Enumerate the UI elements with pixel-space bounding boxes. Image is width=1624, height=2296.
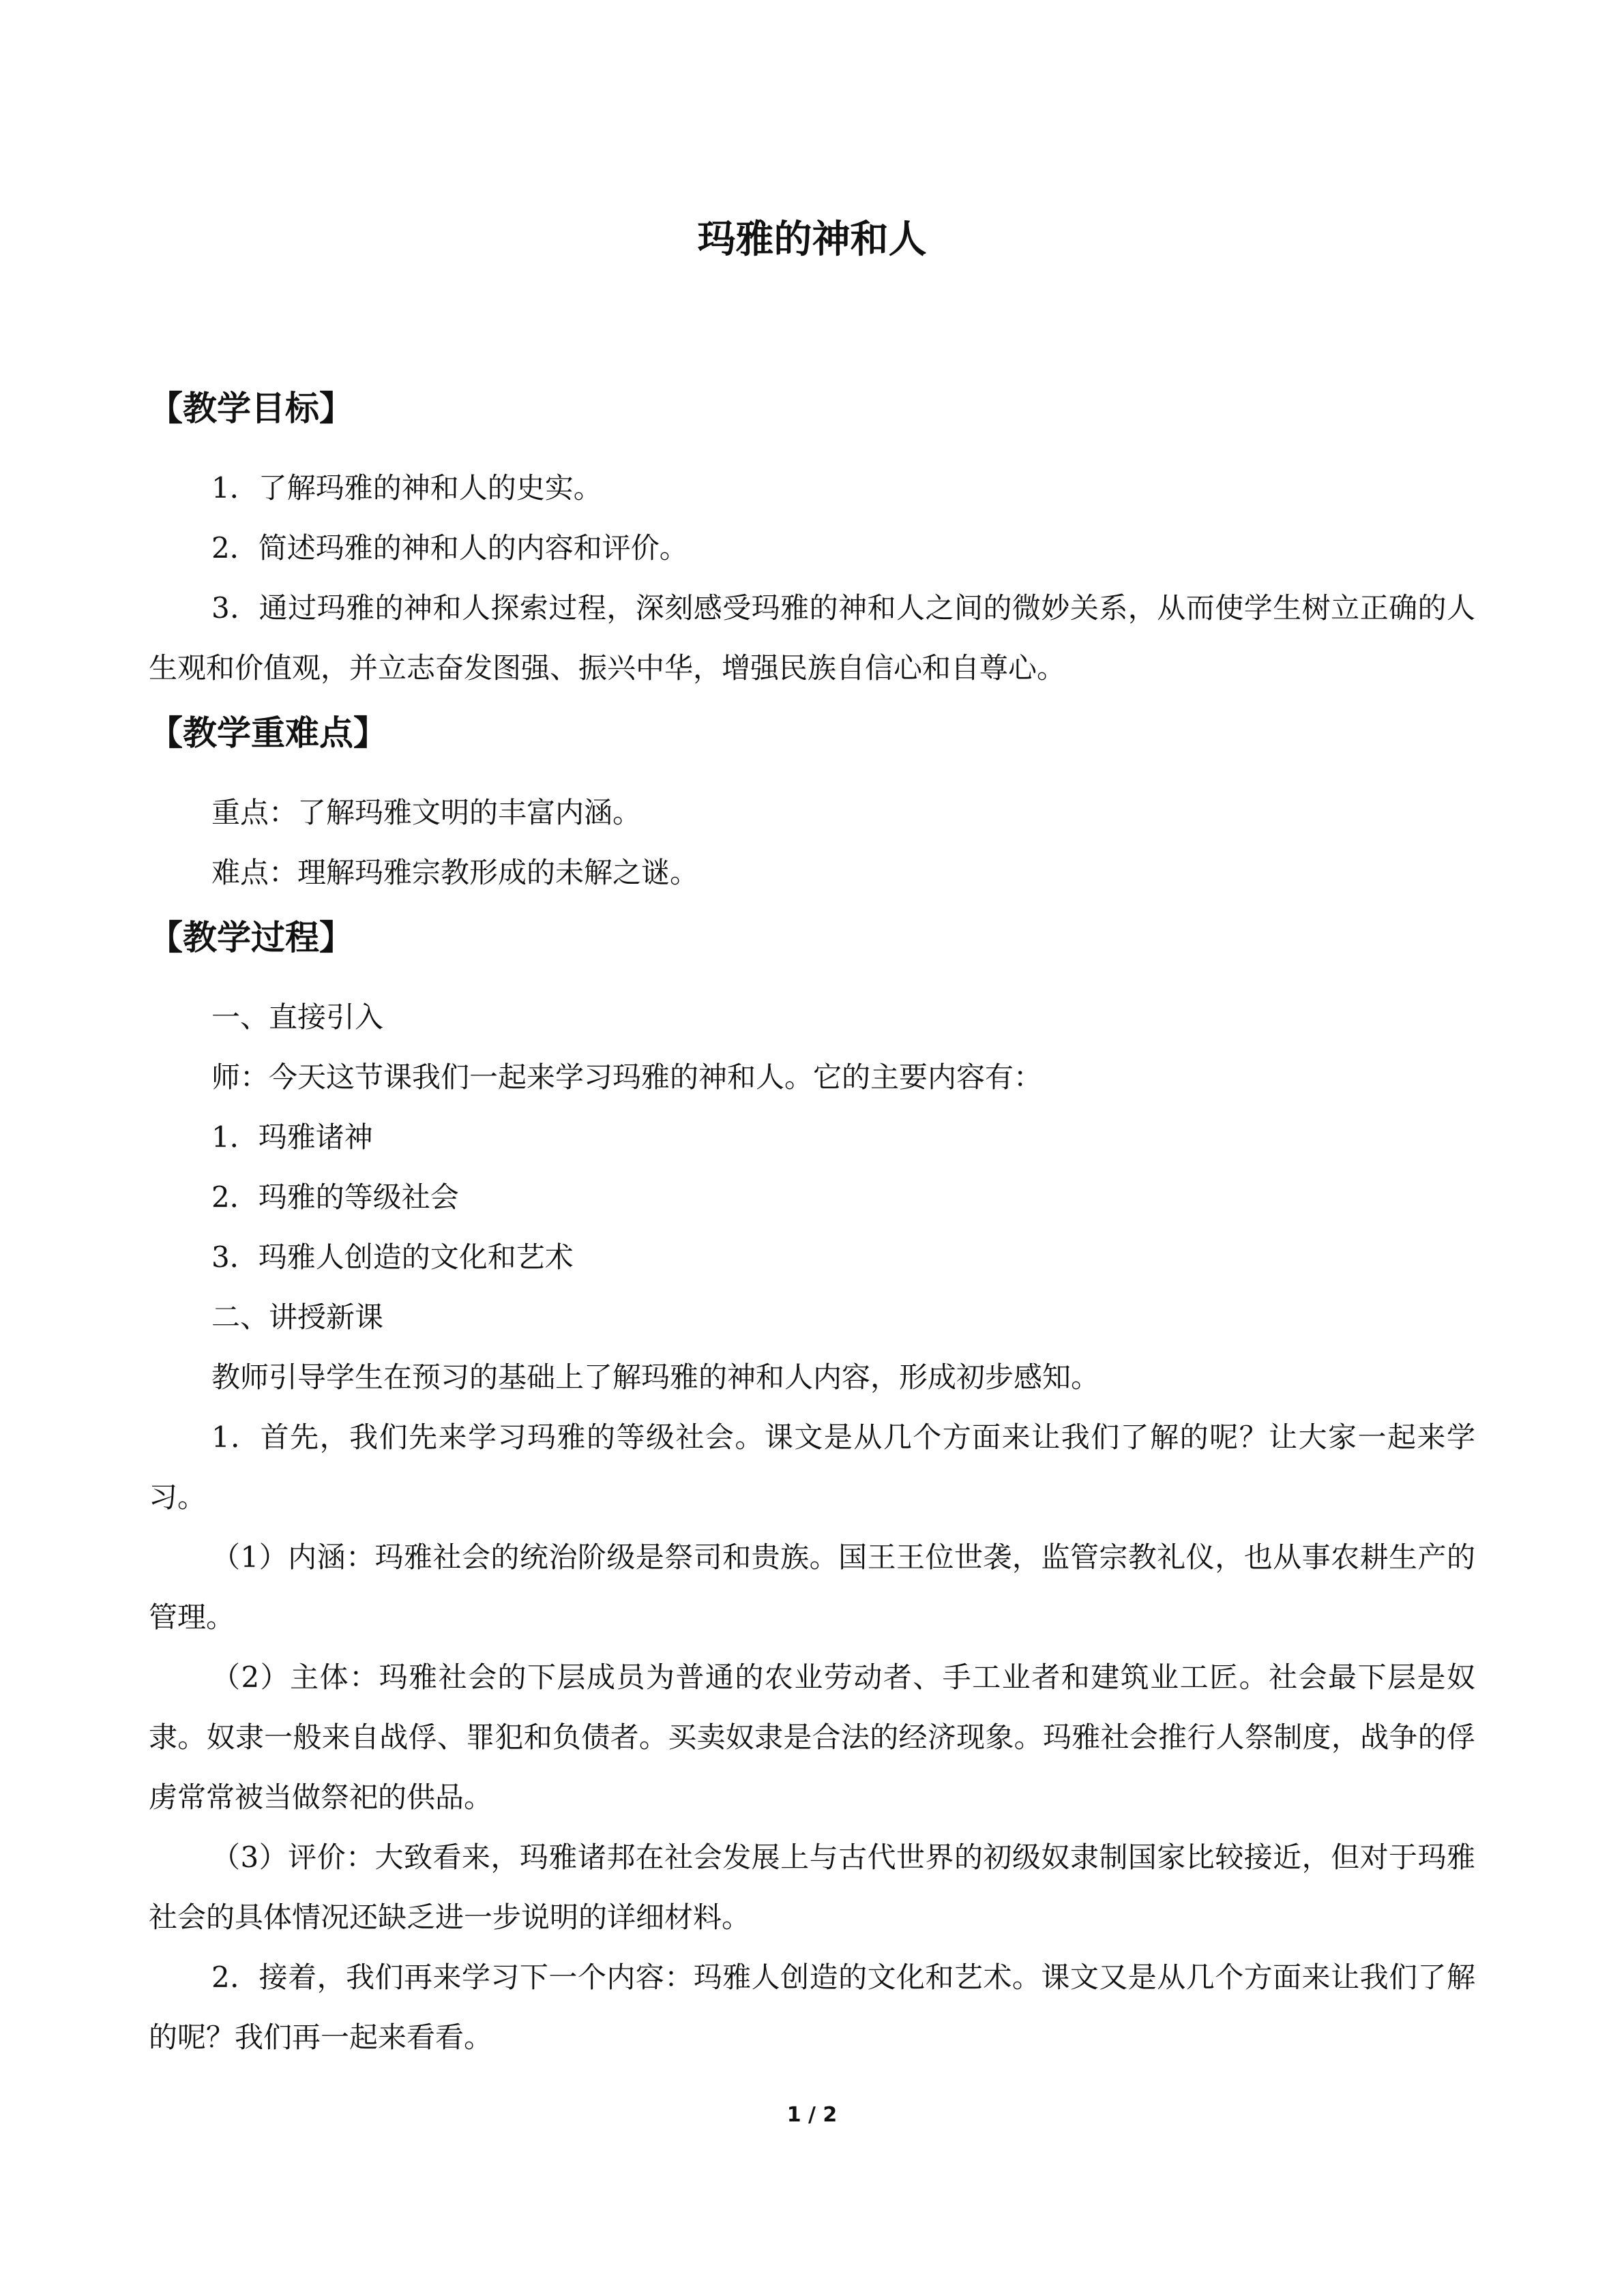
objective-item-1: 1．了解玛雅的神和人的史实。 <box>211 471 602 505</box>
objective-item-2: 2．简述玛雅的神和人的内容和评价。 <box>211 531 688 565</box>
process-item-9: （1）内涵：玛雅社会的统治阶级是祭司和贵族。国王王位世袭，监管宗教礼仪，也从事农耕生产的管理。 <box>149 1540 1475 1634</box>
section-heading-objectives: 【教学目标】 <box>149 389 353 428</box>
page-title: 玛雅的神和人 <box>697 218 927 262</box>
section-heading-key-points: 【教学重难点】 <box>149 713 387 753</box>
process-item-6: 二、讲授新课 <box>211 1300 384 1334</box>
process-item-12: 2．接着，我们再来学习下一个内容：玛雅人创造的文化和艺术。课文又是从几个方面来让我们了解的呢？我们再一起来看看。 <box>149 1960 1475 2054</box>
process-item-5: 3．玛雅人创造的文化和艺术 <box>211 1240 574 1274</box>
process-item-7: 教师引导学生在预习的基础上了解玛雅的神和人内容，形成初步感知。 <box>211 1360 1100 1394</box>
process-item-11: （3）评价：大致看来，玛雅诸邦在社会发展上与古代世界的初级奴隶制国家比较接近，但对于玛雅社会的具体情况还缺乏进一步说明的详细材料。 <box>149 1840 1475 1934</box>
section-heading-process: 【教学过程】 <box>149 918 353 957</box>
key-point-item-1: 重点：了解玛雅文明的丰富内涵。 <box>211 796 642 829</box>
objective-item-3: 3．通过玛雅的神和人探索过程，深刻感受玛雅的神和人之间的微妙关系，从而使学生树立正确的人生观和价值观，并立志奋发图强、振兴中华，增强民族自信心和自尊心。 <box>149 591 1475 685</box>
process-item-10: （2）主体：玛雅社会的下层成员为普通的农业劳动者、手工业者和建筑业工匠。社会最下层是奴隶。奴隶一般来自战俘、罪犯和负债者。买卖奴隶是合法的经济现象。玛雅社会推行人祭制度，战争的俘虏常常被当做祭祀的供品。 <box>149 1660 1475 1814</box>
process-item-2: 师：今天这节课我们一起来学习玛雅的神和人。它的主要内容有： <box>211 1060 1043 1094</box>
document-body <box>149 382 1475 2068</box>
page-number: 1 / 2 <box>786 2103 838 2127</box>
process-item-1: 一、直接引入 <box>211 1000 384 1034</box>
process-item-3: 1．玛雅诸神 <box>211 1120 373 1154</box>
key-point-item-2: 难点：理解玛雅宗教形成的未解之谜。 <box>211 856 699 889</box>
process-item-4: 2．玛雅的等级社会 <box>211 1180 459 1214</box>
process-item-8: 1．首先，我们先来学习玛雅的等级社会。课文是从几个方面来让我们了解的呢？让大家一起来学习。 <box>149 1420 1475 1514</box>
